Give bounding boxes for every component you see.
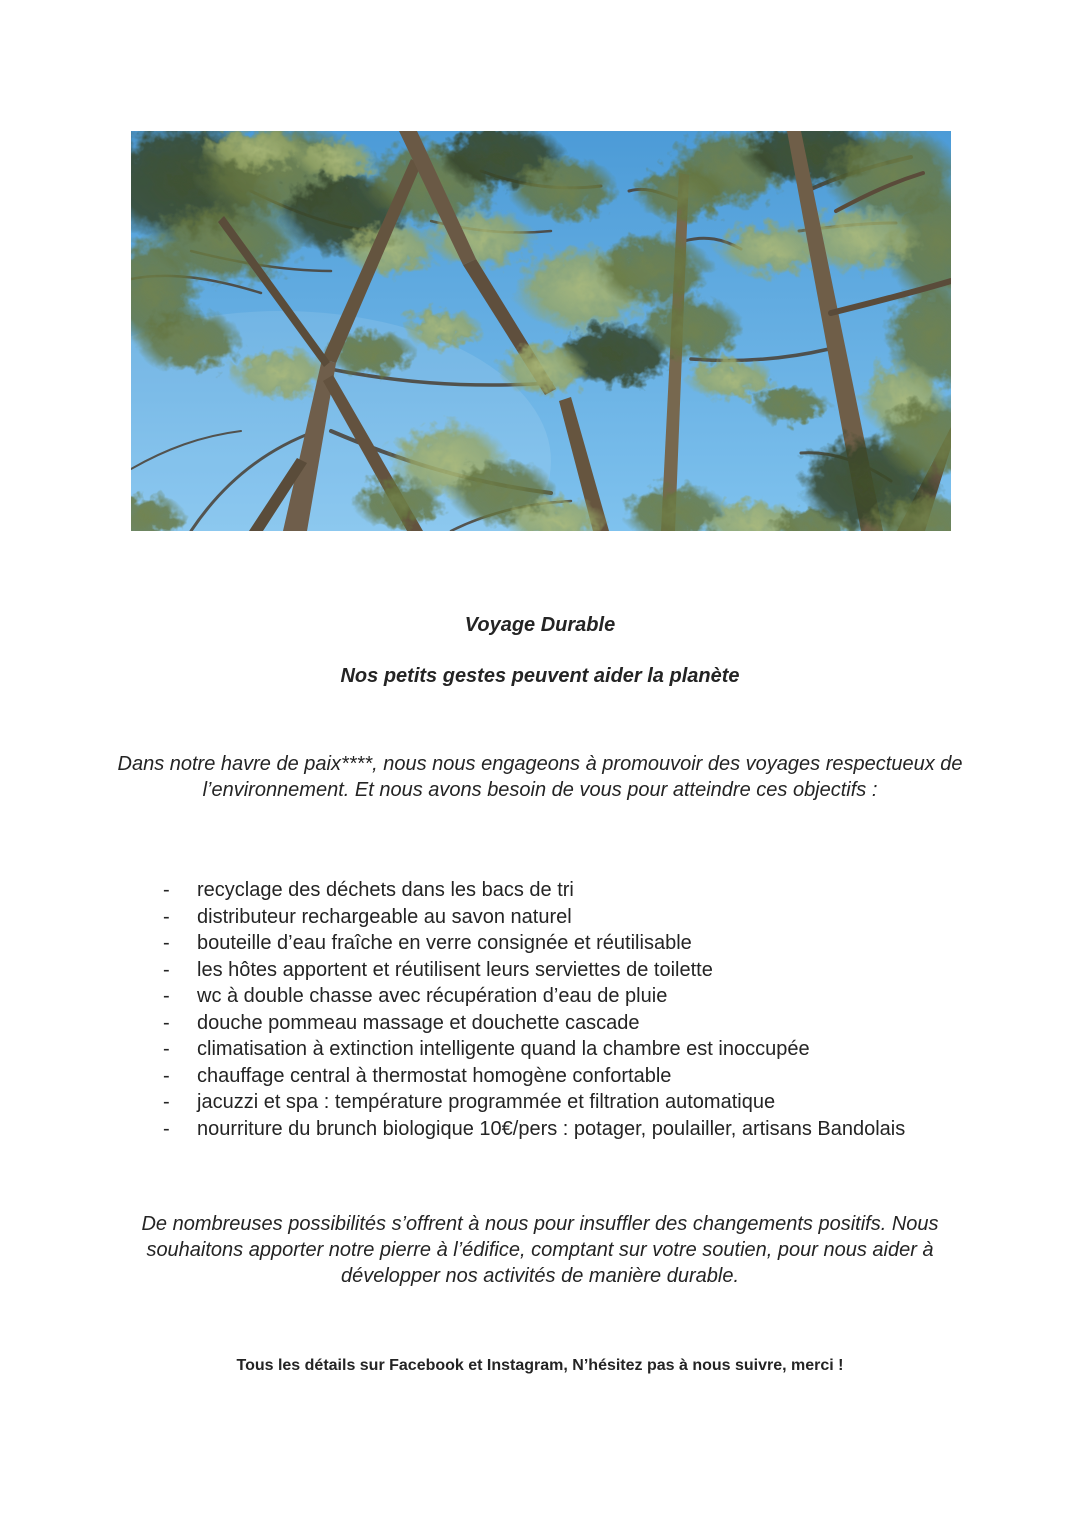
closing-paragraph: De nombreuses possibilités s’offrent à nous pour insuffler des changements positifs. Nous souhaitons apporter notre pierre à l’édifice, comptant sur votre soutien, pour nous aider à développer nos activités de manière durable. — [141, 1213, 939, 1287]
intro-paragraph: Dans notre havre de paix****, nous nous engageons à promouvoir des voyages respectueux de l’environnement. Et nous avons besoin de vous pour atteindre ces objectifs : — [117, 753, 963, 801]
dash-bullet: - — [163, 879, 170, 901]
list-item-text: jacuzzi et spa : température programmée et filtration automatique — [197, 1091, 776, 1113]
dash-bullet: - — [163, 958, 170, 981]
list-item-text: chauffage central à thermostat homogène confortable — [197, 1064, 672, 1087]
page-title: Voyage Durable — [464, 614, 616, 636]
list-item — [163, 1063, 943, 1090]
pine-canopy-photo — [131, 131, 951, 531]
page-subtitle: Nos petits gestes peuvent aider la planète — [340, 665, 740, 687]
list-item-text: bouteille d’eau fraîche en verre consignée et réutilisable — [197, 932, 692, 954]
list-item — [163, 930, 943, 957]
list-item-text: wc à double chasse avec récupération d’eau de pluie — [197, 985, 668, 1007]
pine-canopy-illustration — [131, 131, 951, 531]
dash-bullet: - — [163, 932, 170, 954]
list-item — [163, 983, 943, 1010]
dash-bullet: - — [163, 985, 170, 1007]
list-item — [163, 877, 943, 904]
dash-bullet: - — [163, 1064, 170, 1087]
list-item-text: recyclage des déchets dans les bacs de tri — [197, 879, 574, 901]
dash-bullet: - — [163, 1117, 170, 1140]
list-item — [163, 904, 943, 931]
dash-bullet: - — [163, 905, 170, 928]
list-item-text: distributeur rechargeable au savon naturel — [197, 905, 572, 928]
list-item — [163, 1036, 943, 1063]
dash-bullet: - — [163, 1011, 170, 1034]
list-item — [163, 1089, 943, 1116]
list-item-text: les hôtes apportent et réutilisent leurs serviettes de toilette — [197, 958, 713, 981]
list-item — [163, 1116, 943, 1143]
list-item-text: climatisation à extinction intelligente quand la chambre est inoccupée — [197, 1038, 810, 1060]
dash-bullet: - — [163, 1038, 170, 1060]
list-item — [163, 957, 943, 984]
social-follow-note: Tous les détails sur Facebook et Instagram, N’hésitez pas à nous suivre, merci ! — [236, 1357, 844, 1374]
list-item — [163, 1010, 943, 1037]
list-item-text: nourriture du brunch biologique 10€/pers : potager, poulailler, artisans Bandolais — [197, 1117, 906, 1140]
eco-actions-list — [163, 877, 943, 1142]
dash-bullet: - — [163, 1091, 170, 1113]
list-item-text: douche pommeau massage et douchette cascade — [197, 1011, 640, 1034]
